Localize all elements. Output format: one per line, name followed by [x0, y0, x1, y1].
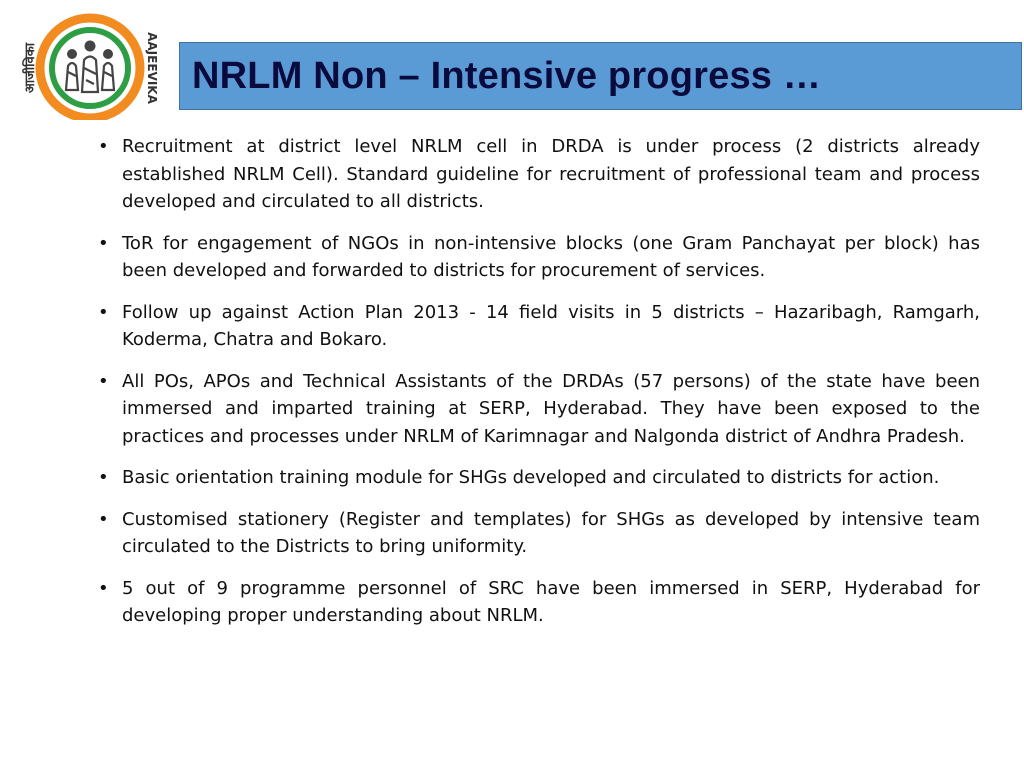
- bullet-item: [96, 230, 980, 285]
- bullet-marker: •: [98, 301, 109, 323]
- bullet-item: [96, 575, 980, 630]
- bullet-text: Customised stationery (Register and templates) for SHGs as developed by intensive team circulated to the Districts to bring uniformity.: [122, 508, 980, 557]
- bullet-list: [96, 133, 980, 644]
- bullet-marker: •: [98, 577, 109, 599]
- bullet-marker: •: [98, 232, 109, 254]
- bullet-text: Follow up against Action Plan 2013 - 14 field visits in 5 districts – Hazaribagh, Ramgarh, Koderma, Chatra and Bokaro.: [122, 301, 980, 350]
- bullet-item: [96, 506, 980, 561]
- slide-title: NRLM Non – Intensive progress …: [192, 54, 822, 97]
- bullet-item: [96, 133, 980, 216]
- title-bar: [179, 42, 1022, 110]
- bullet-marker: •: [98, 467, 109, 488]
- bullet-marker: •: [98, 136, 109, 157]
- bullet-text: Recruitment at district level NRLM cell in DRDA is under process (2 districts already established NRLM Cell). Standard guideline for recruitment of professional team and process developed and circulated to all districts.: [122, 136, 980, 212]
- bullet-text: ToR for engagement of NGOs in non-intensive blocks (one Gram Panchayat per block) has been developed and forwarded to districts for procurement of services.: [122, 232, 980, 281]
- bullet-marker: •: [98, 508, 109, 530]
- bullet-item: [96, 368, 980, 451]
- bullet-item: [96, 464, 980, 492]
- aajeevika-logo: [6, 10, 174, 120]
- bullet-text: All POs, APOs and Technical Assistants of the DRDAs (57 persons) of the state have been immersed and imparted training at SERP, Hyderabad. They have been exposed to the practices and processes under NRLM of Karimnagar and Nalgonda district of Andhra Pradesh.: [122, 370, 980, 447]
- bullet-marker: •: [98, 370, 109, 392]
- bullet-text: 5 out of 9 programme personnel of SRC have been immersed in SERP, Hyderabad for developing proper understanding about NRLM.: [122, 577, 980, 626]
- logo-text-english: AAJEEVIKA: [145, 32, 159, 104]
- logo-text-hindi: आजीविका: [23, 42, 38, 94]
- bullet-text: Basic orientation training module for SHGs developed and circulated to districts for action.: [122, 467, 940, 488]
- bullet-item: [96, 299, 980, 354]
